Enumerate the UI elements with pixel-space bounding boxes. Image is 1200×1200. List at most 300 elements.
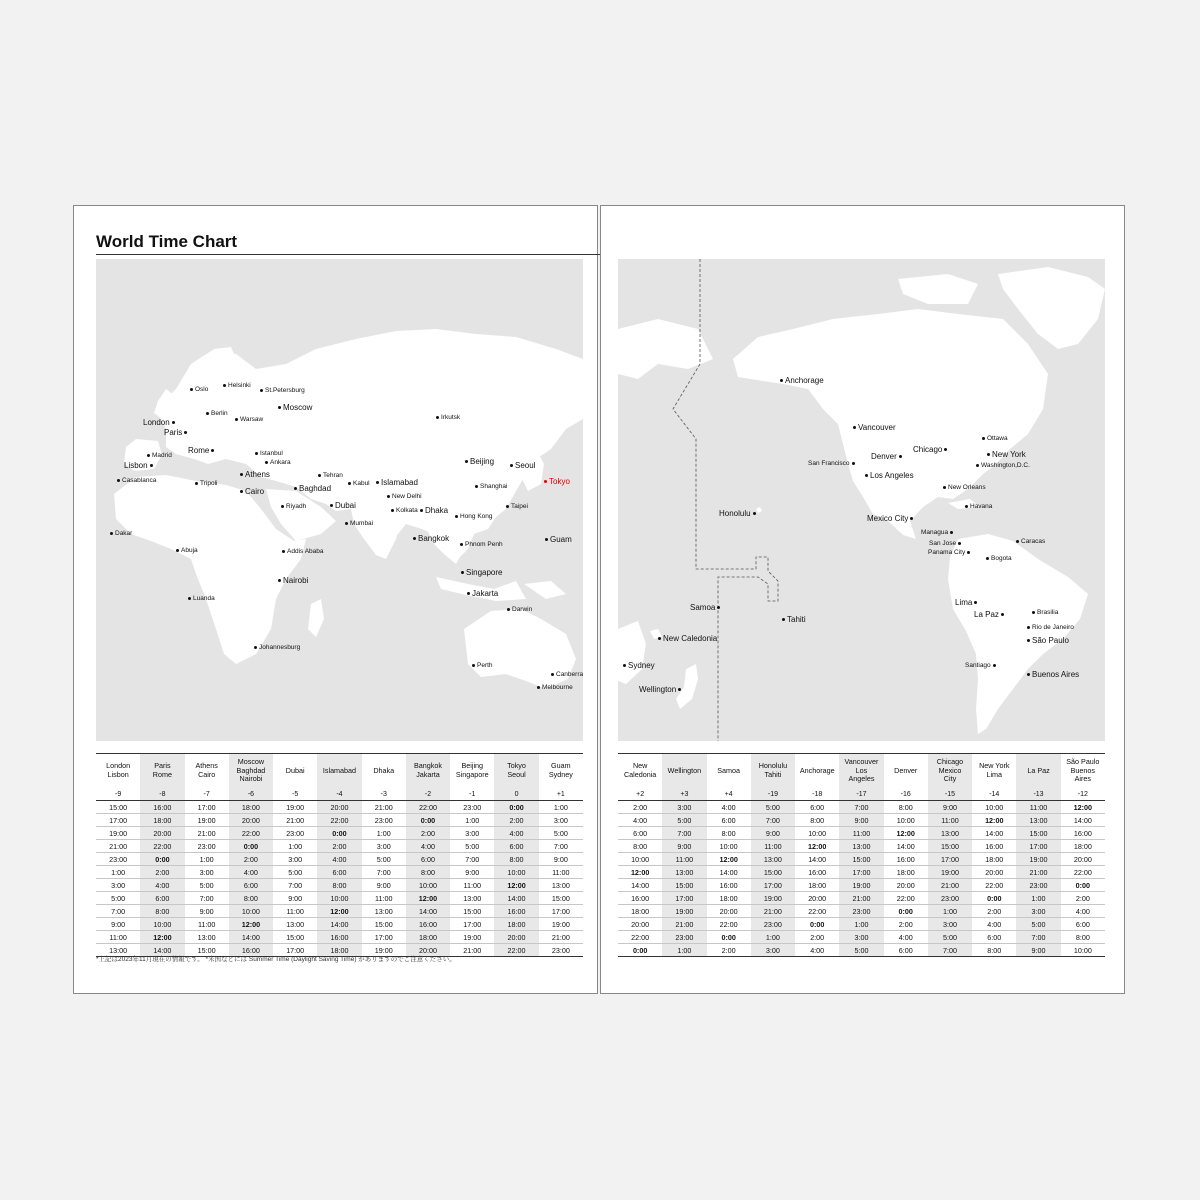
time-cell: 13:00 (185, 931, 229, 944)
table-row (96, 840, 583, 853)
city-label-mexico-city (867, 515, 915, 523)
time-cell: 23:00 (928, 892, 972, 905)
time-cell: 5:00 (185, 879, 229, 892)
time-cell: 21:00 (362, 801, 406, 814)
time-cell: 2:00 (972, 905, 1016, 918)
city-label-honolulu (719, 510, 758, 518)
column-header-paris-rome (140, 754, 184, 789)
city-name: Shanghai (480, 483, 508, 490)
time-cell: 6:00 (972, 931, 1016, 944)
time-cell: 16:00 (884, 853, 928, 866)
time-cell: 13:00 (450, 892, 494, 905)
time-cell: 5:00 (362, 853, 406, 866)
time-cell: 20:00 (618, 918, 662, 931)
city-marker (537, 686, 540, 689)
city-marker (910, 517, 913, 520)
time-cell: 19:00 (96, 827, 140, 840)
time-cell: 19:00 (273, 801, 317, 814)
city-label-st-petersburg (258, 388, 305, 395)
time-cell: 22:00 (707, 918, 751, 931)
table-row (96, 801, 583, 814)
time-offset: +4 (707, 788, 751, 801)
city-name: Chicago (913, 445, 943, 454)
city-label-johannesburg (252, 645, 300, 652)
city-header-name: Moscow (237, 757, 265, 767)
time-cell: 9:00 (839, 814, 883, 827)
city-name: Addis Ababa (287, 548, 324, 555)
time-cell: 15:00 (839, 853, 883, 866)
time-cell: 3:00 (928, 918, 972, 931)
city-marker (974, 601, 977, 604)
city-name: Bogota (991, 555, 1012, 562)
time-cell: 22:00 (972, 879, 1016, 892)
time-offset: -2 (406, 788, 450, 801)
time-cell: 22:00 (406, 801, 450, 814)
time-cell: 0:00 (140, 853, 184, 866)
time-cell: 20:00 (406, 944, 450, 957)
column-header-new-york-lima (972, 754, 1016, 789)
time-cell: 5:00 (273, 866, 317, 879)
time-cell: 21:00 (1016, 866, 1060, 879)
city-header-name: Beijing (461, 761, 484, 771)
city-name: Taipei (511, 503, 528, 510)
city-label-caracas (1014, 539, 1045, 546)
city-label-casablanca (115, 478, 156, 485)
time-cell: 2:00 (140, 866, 184, 879)
time-cell: 1:00 (928, 905, 972, 918)
time-cell: 2:00 (707, 944, 751, 957)
time-cell: 14:00 (494, 892, 538, 905)
city-name: Guam (550, 535, 572, 544)
time-cell: 6:00 (1061, 918, 1105, 931)
time-cell: 22:00 (317, 814, 361, 827)
city-label-tehran (316, 473, 343, 480)
time-cell: 17:00 (96, 814, 140, 827)
time-offset: -18 (795, 788, 839, 801)
city-marker (223, 384, 226, 387)
time-cell: 17:00 (1016, 840, 1060, 853)
city-label-bangkok (411, 535, 449, 543)
time-cell: 4:00 (1061, 905, 1105, 918)
time-cell: 13:00 (96, 944, 140, 957)
time-cell: 3:00 (839, 931, 883, 944)
time-cell: 23:00 (362, 814, 406, 827)
time-cell: 2:00 (618, 801, 662, 814)
time-cell: 5:00 (662, 814, 706, 827)
time-cell: 19:00 (839, 879, 883, 892)
city-marker (993, 664, 996, 667)
table-row (618, 892, 1105, 905)
time-cell: 11:00 (1016, 801, 1060, 814)
time-cell: 1:00 (362, 827, 406, 840)
column-header-anchorage (795, 754, 839, 789)
time-cell: 4:00 (618, 814, 662, 827)
city-marker (551, 673, 554, 676)
time-cell: 2:00 (1061, 892, 1105, 905)
table-row (618, 801, 1105, 814)
time-cell: 10:00 (140, 918, 184, 931)
city-name: Melbourne (542, 684, 573, 691)
time-cell: 23:00 (839, 905, 883, 918)
city-label-tahiti (780, 616, 806, 624)
city-label-madrid (145, 453, 172, 460)
time-cell: 4:00 (795, 944, 839, 957)
city-label-guam (543, 536, 572, 544)
city-name: Los Angeles (870, 471, 914, 480)
city-name: Athens (245, 470, 270, 479)
city-name: Honolulu (719, 509, 751, 518)
city-name: Nairobi (283, 576, 309, 585)
time-cell: 9:00 (96, 918, 140, 931)
city-marker (460, 543, 463, 546)
city-header-name: Jakarta (416, 770, 440, 779)
city-marker (387, 495, 390, 498)
city-name: Brasilia (1037, 609, 1059, 616)
time-cell: 19:00 (662, 905, 706, 918)
city-label-new-orleans (941, 485, 986, 492)
city-header-name: New York (979, 761, 1010, 771)
city-marker (172, 421, 175, 424)
city-marker (853, 426, 856, 429)
column-header-dubai (273, 754, 317, 789)
time-cell: 13:00 (362, 905, 406, 918)
time-cell: 5:00 (96, 892, 140, 905)
city-marker (465, 460, 468, 463)
city-marker (782, 618, 785, 621)
time-cell: 1:00 (751, 931, 795, 944)
city-name: Anchorage (785, 376, 824, 385)
city-name: Lisbon (124, 461, 148, 470)
city-header-name: Dubai (285, 765, 305, 775)
time-cell: 0:00 (884, 905, 928, 918)
time-offset: -19 (751, 788, 795, 801)
city-header-name: Samoa (717, 765, 741, 775)
time-cell: 1:00 (450, 814, 494, 827)
city-marker (184, 431, 187, 434)
time-offset: -9 (96, 788, 140, 801)
city-name: Wellington (639, 685, 677, 694)
time-cell: 5:00 (1016, 918, 1060, 931)
table-row (96, 814, 583, 827)
city-name: Moscow (283, 403, 313, 412)
time-cell: 5:00 (539, 827, 583, 840)
city-marker (943, 486, 946, 489)
time-cell: 19:00 (1016, 853, 1060, 866)
city-marker (376, 481, 379, 484)
time-cell: 15:00 (539, 892, 583, 905)
column-header-bangkok-jakarta (406, 754, 450, 789)
city-header-name: Sydney (548, 770, 573, 779)
column-header-tokyo-seoul (494, 754, 538, 789)
time-cell: 16:00 (317, 931, 361, 944)
time-cell: 1:00 (96, 866, 140, 879)
time-cell: 11:00 (539, 866, 583, 879)
time-cell: 2:00 (494, 814, 538, 827)
time-cell: 0:00 (972, 892, 1016, 905)
time-cell: 0:00 (229, 840, 273, 853)
time-cell: 8:00 (317, 879, 361, 892)
city-label-managua (921, 530, 955, 537)
city-header-name: Tahiti (764, 770, 782, 779)
time-offset: -4 (317, 788, 361, 801)
time-cell: 13:00 (928, 827, 972, 840)
city-header-name: Vancouver (844, 757, 879, 767)
city-name: Abuja (181, 547, 198, 554)
city-header-name: Lisbon (107, 770, 129, 779)
table-row (618, 866, 1105, 879)
time-cell: 8:00 (972, 944, 1016, 957)
city-label-canberra (549, 672, 583, 679)
time-cell: 21:00 (539, 931, 583, 944)
time-offset: -17 (839, 788, 883, 801)
time-cell: 10:00 (229, 905, 273, 918)
city-marker (265, 461, 268, 464)
time-cell: 23:00 (539, 944, 583, 957)
time-cell: 15:00 (928, 840, 972, 853)
city-name: Bangkok (418, 534, 450, 543)
time-cell: 8:00 (140, 905, 184, 918)
time-cell: 18:00 (618, 905, 662, 918)
time-cell: 16:00 (972, 840, 1016, 853)
time-cell: 20:00 (1061, 853, 1105, 866)
city-marker (206, 412, 209, 415)
time-cell: 4:00 (317, 853, 361, 866)
city-name: Riyadh (286, 503, 307, 510)
city-name: Dakar (115, 530, 133, 537)
time-cell: 2:00 (406, 827, 450, 840)
city-marker (467, 592, 470, 595)
city-label-singapore (459, 569, 502, 577)
time-cell: 6:00 (406, 853, 450, 866)
city-header-name: City (943, 774, 957, 784)
city-marker (1032, 611, 1035, 614)
time-cell: 7:00 (450, 853, 494, 866)
city-header-name: Denver (894, 765, 918, 775)
city-header-name: Anchorage (799, 765, 835, 775)
time-cell: 17:00 (539, 905, 583, 918)
city-label-san-jose (929, 541, 963, 548)
time-cell: 1:00 (273, 840, 317, 853)
time-cell: 3:00 (362, 840, 406, 853)
city-header-name: Seoul (507, 770, 526, 779)
time-cell: 12:00 (317, 905, 361, 918)
city-label-melbourne (535, 685, 573, 692)
table-row (96, 931, 583, 944)
time-cell: 18:00 (406, 931, 450, 944)
city-label-phnom-penh (458, 542, 503, 549)
time-cell: 0:00 (618, 944, 662, 957)
city-marker (678, 688, 681, 691)
time-offset: -15 (928, 788, 972, 801)
time-cell: 3:00 (185, 866, 229, 879)
city-name: Rio de Janeiro (1032, 624, 1074, 631)
time-cell: 22:00 (494, 944, 538, 957)
time-cell: 20:00 (317, 801, 361, 814)
city-marker (1027, 673, 1030, 676)
time-cell: 11:00 (450, 879, 494, 892)
time-cell: 21:00 (751, 905, 795, 918)
city-label-tripoli (193, 481, 217, 488)
time-cell: 7:00 (362, 866, 406, 879)
city-label-rome (188, 447, 216, 455)
time-cell: 19:00 (185, 814, 229, 827)
city-name: San Jose (929, 540, 957, 547)
time-cell: 14:00 (795, 853, 839, 866)
time-cell: 4:00 (406, 840, 450, 853)
city-header-name: Guam (551, 761, 571, 771)
table-row (96, 892, 583, 905)
city-header-name: Caledonia (623, 770, 657, 779)
time-cell: 16:00 (1061, 827, 1105, 840)
table-row (618, 879, 1105, 892)
city-label-dakar (108, 531, 132, 538)
city-label-hong-kong (453, 514, 493, 521)
city-name: Islamabad (381, 478, 418, 487)
city-marker (717, 606, 720, 609)
time-cell: 3:00 (1016, 905, 1060, 918)
city-label-abuja (174, 548, 198, 555)
city-label-chicago (913, 446, 949, 454)
city-label-london (143, 419, 177, 427)
time-cell: 13:00 (1016, 814, 1060, 827)
time-cell: 18:00 (707, 892, 751, 905)
time-cell: 4:00 (229, 866, 273, 879)
time-cell: 12:00 (494, 879, 538, 892)
time-cell: 23:00 (450, 801, 494, 814)
city-name: Istanbul (260, 450, 283, 457)
city-name: Seoul (515, 461, 536, 470)
city-header-name: Buenos (1070, 765, 1096, 775)
city-name: Berlin (211, 410, 228, 417)
time-cell: 10:00 (1061, 944, 1105, 957)
city-marker (965, 505, 968, 508)
column-header-wellington (662, 754, 706, 789)
city-name: Mexico City (867, 514, 909, 523)
time-cell: 1:00 (662, 944, 706, 957)
city-label-kolkata (389, 508, 418, 515)
time-cell: 7:00 (662, 827, 706, 840)
time-offset: -16 (884, 788, 928, 801)
city-marker (976, 464, 979, 467)
city-name: La Paz (974, 610, 999, 619)
time-cell: 23:00 (96, 853, 140, 866)
time-cell: 3:00 (662, 801, 706, 814)
time-cell: 16:00 (795, 866, 839, 879)
city-header-name: Mexico (938, 765, 962, 775)
time-cell: 5:00 (839, 944, 883, 957)
time-cell: 21:00 (839, 892, 883, 905)
city-label-islamabad (374, 479, 418, 487)
city-marker (1027, 626, 1030, 629)
city-marker (255, 452, 258, 455)
city-marker (986, 557, 989, 560)
time-cell: 11:00 (185, 918, 229, 931)
city-name: Canberra (556, 671, 583, 678)
time-cell: 11:00 (96, 931, 140, 944)
city-header-name: Cairo (198, 770, 216, 779)
city-name: São Paulo (1032, 636, 1069, 645)
time-cell: 8:00 (406, 866, 450, 879)
time-cell: 21:00 (185, 827, 229, 840)
time-cell: 3:00 (273, 853, 317, 866)
time-cell: 15:00 (96, 801, 140, 814)
city-header-name: Aires (1074, 774, 1092, 784)
time-cell: 7:00 (185, 892, 229, 905)
time-cell: 14:00 (1061, 814, 1105, 827)
city-label-rio-de-janeiro (1025, 625, 1074, 632)
time-cell: 7:00 (1016, 931, 1060, 944)
city-label-taipei (504, 504, 528, 511)
column-header-vancouver-los-angeles (839, 754, 883, 789)
city-marker (188, 597, 191, 600)
time-cell: 11:00 (362, 892, 406, 905)
time-cell: 0:00 (317, 827, 361, 840)
time-cell: 16:00 (494, 905, 538, 918)
time-cell: 13:00 (751, 853, 795, 866)
time-offset: -14 (972, 788, 1016, 801)
column-header-athens-cairo (185, 754, 229, 789)
time-cell: 12:00 (795, 840, 839, 853)
city-marker (211, 449, 214, 452)
table-row (96, 879, 583, 892)
city-header-name: Chicago (936, 757, 964, 767)
time-cell: 7:00 (539, 840, 583, 853)
time-cell: 12:00 (1061, 801, 1105, 814)
city-header-name: Bangkok (414, 761, 442, 771)
time-cell: 23:00 (185, 840, 229, 853)
city-label-luanda (186, 596, 215, 603)
city-name: Tripoli (200, 480, 218, 487)
city-marker (150, 464, 153, 467)
time-cell: 7:00 (751, 814, 795, 827)
time-cell: 17:00 (362, 931, 406, 944)
time-cell: 21:00 (273, 814, 317, 827)
city-header-name: Rome (152, 770, 172, 779)
city-name: New Orleans (948, 484, 986, 491)
city-header-name: Nairobi (239, 774, 263, 784)
city-name: Tahiti (787, 615, 806, 624)
city-label-berlin (204, 411, 228, 418)
time-cell: 13:00 (839, 840, 883, 853)
time-cell: 14:00 (317, 918, 361, 931)
city-marker (282, 550, 285, 553)
time-cell: 19:00 (362, 944, 406, 957)
city-label-irkutsk (434, 415, 460, 422)
city-label-lisbon (124, 462, 155, 470)
city-marker (294, 487, 297, 490)
city-name: Luanda (193, 595, 215, 602)
time-cell: 23:00 (751, 918, 795, 931)
city-label-istanbul (253, 451, 283, 458)
time-cell: 14:00 (618, 879, 662, 892)
city-label-new-delhi (385, 494, 422, 501)
time-cell: 20:00 (795, 892, 839, 905)
city-name: Mumbai (350, 520, 374, 527)
time-cell: 1:00 (1016, 892, 1060, 905)
time-cell: 12:00 (884, 827, 928, 840)
city-label-beijing (463, 458, 494, 466)
time-cell: 9:00 (928, 801, 972, 814)
time-cell: 2:00 (229, 853, 273, 866)
column-header-new-caledonia (618, 754, 662, 789)
time-cell: 5:00 (450, 840, 494, 853)
time-cell: 21:00 (928, 879, 972, 892)
time-cell: 6:00 (618, 827, 662, 840)
time-cell: 17:00 (273, 944, 317, 957)
city-label-ottawa (980, 436, 1008, 443)
city-marker (436, 416, 439, 419)
time-cell: 6:00 (795, 801, 839, 814)
